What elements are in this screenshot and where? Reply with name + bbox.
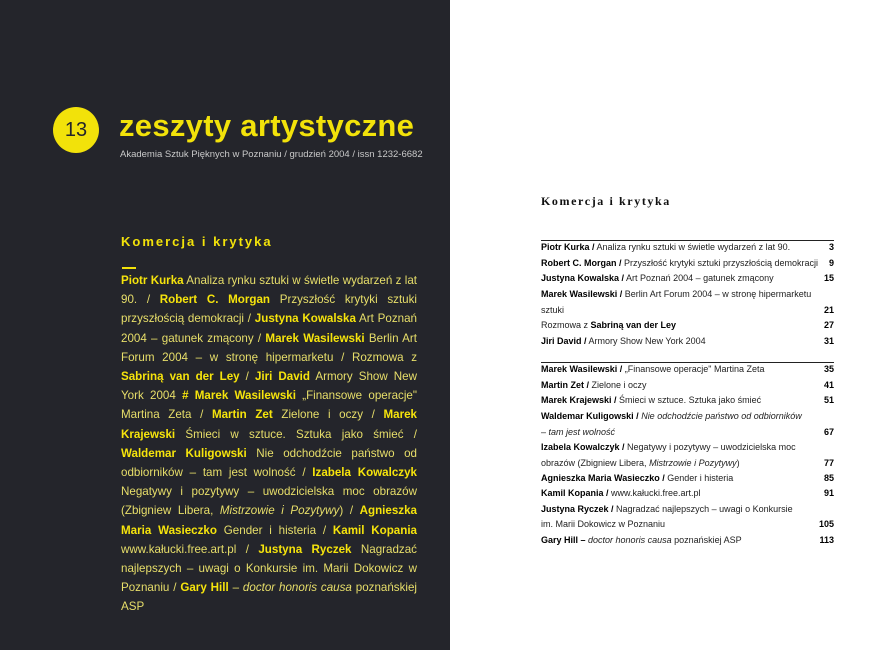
toc-entry-title: Nagradzać najlepszych – uwagi o Konkursie [613,504,793,514]
toc-entry-title: Berlin Art Forum 2004 – w stronę hipermarketu [622,289,812,299]
toc-entry [541,305,834,320]
cover-entry-author: Robert C. Morgan [159,293,270,307]
cover-entry-after: poznańskiej ASP [121,581,417,614]
toc-entry [541,273,834,288]
toc-entry [541,519,834,534]
toc-entry [541,320,834,335]
cover-entry-title: Nie odchodźcie państwo od odbiorników – tam jest wolność [121,446,417,480]
toc-entry-author: Marek Krajewski / [541,395,617,405]
cover-entry-author: Izabela Kowalczyk [312,466,417,480]
toc-entry-author: Sabriną van der Ley [590,320,677,330]
cover-entry-title: „Finansowe operacje" Martina Zeta [121,389,417,422]
toc-heading: Komercja i krytyka [541,194,671,208]
toc-entry [541,458,834,473]
cover-entry-title: Przyszłość krytyki sztuki przyszłością demokracji [121,293,418,326]
cover-section-title: Komercja i krytyka [121,234,273,249]
cover-entry-author: Justyna Ryczek [258,542,352,556]
toc-entry-author: Justyna Ryczek / [541,504,614,514]
cover-entry-author: Agnieszka Maria Wasieczko [121,504,417,537]
cover-entry-author: Sabriną van der Ley [121,370,240,384]
toc-entry [541,380,834,395]
issue-number-badge: 13 [53,107,99,153]
cover-entry-italic: doctor honoris causa [242,581,352,595]
toc-entry [541,336,834,351]
toc-middle-rule [541,362,834,363]
toc-entry [541,258,834,273]
toc-page-number: 85 [823,473,834,483]
toc-entry-author: Gary Hill – [541,535,586,545]
journal-subtitle: Akademia Sztuk Pięknych w Poznaniu / grudzień 2004 / issn 1232-6682 [120,149,423,160]
cover-entry-title: www.kałucki.free.art.pl [121,542,237,556]
toc-entry-author: Kamil Kopania / [541,488,609,498]
toc-entry-title: Przyszłość krytyki sztuki przyszłością demokracji [621,258,819,268]
cover-divider [122,267,136,269]
toc-page-number: 105 [818,519,834,529]
toc-entry-title: Art Poznań 2004 – gatunek zmącony [624,273,774,283]
toc-entry [541,289,834,304]
toc-page-number: 51 [823,395,834,405]
toc-entry [541,535,834,550]
cover-entry-separator: / [236,542,259,556]
toc-entry-title: Zielone i oczy [589,380,647,390]
toc-entry-author: Jiri David / [541,336,587,346]
toc-entry-author: Marek Wasilewski / [541,289,623,299]
toc-page-number: 67 [823,427,834,437]
cover-entry-separator: / [239,370,255,384]
toc-page-number: 21 [823,305,834,315]
cover-entry-after: ) [339,504,344,518]
toc-entry-after: poznańskiej ASP [671,535,742,545]
toc-entry-title: Armory Show New York 2004 [586,336,706,346]
cover-entry-separator: / [253,331,266,345]
toc-page-number: 77 [823,458,834,468]
toc-entry [541,427,834,442]
cover-entry-title: Nagradzać najlepszych – uwagi o Konkursie im. Marii Dokowicz w Poznaniu [121,542,417,595]
toc-entry-author: Agnieszka Maria Wasieczko / [541,473,665,483]
toc-entry-after: ) [736,458,740,468]
cover-entry-separator: / [343,504,360,518]
cover-entry-separator: / [243,312,255,326]
journal-title: zeszyty artystyczne [119,108,415,143]
cover-entry-author: Marek Krajewski [121,408,417,441]
cover-entry-separator: / [191,408,212,422]
toc-page-number: 91 [823,488,834,498]
toc-entry-title: im. Marii Dokowicz w Poznaniu [541,519,666,529]
toc-entry-italic: Nie odchodźcie państwo od odbiorników [638,411,802,421]
toc-entry [541,473,834,488]
cover-entry-separator: / [295,466,313,480]
toc-page-number: 35 [823,364,834,374]
toc-page-number: 3 [828,242,834,252]
toc-entry [541,411,834,426]
cover-entry-title: Śmieci w sztuce. Sztuka jako śmieć [185,427,404,441]
toc-entry-author: Martin Zet / [541,380,590,390]
toc-entry [541,395,834,410]
cover-entry-author: Piotr Kurka [121,274,184,287]
cover-entry-title: Berlin Art Forum 2004 – w stronę hipermarketu / Rozmowa z [121,331,417,364]
cover-entry-title: Art Poznań 2004 – gatunek zmącony [121,312,417,345]
cover-entry-author: Gary Hill [180,581,229,595]
toc-page-number: 31 [823,336,834,346]
toc-entry-title: obrazów (Zbigniew Libera, [541,458,650,468]
toc-entry-italic: Mistrzowie i Pozytywy [649,458,737,468]
toc-entry [541,364,834,379]
toc-entry [541,504,834,519]
cover-entry-title: Negatywy i pozytywy – uwodzicielska moc obrazów (Zbigniew Libera, [121,485,417,518]
toc-entry [541,488,834,503]
toc-entry-title: sztuki [541,305,565,315]
toc-entry [541,442,834,457]
cover-entry-author: Kamil Kopania [332,523,418,537]
cover-entry-title: Gender i histeria [223,523,317,537]
cover-entry-title: Zielone i oczy [281,408,364,422]
cover-entry-separator: / [316,523,333,537]
toc-entry-title: Śmieci w sztuce. Sztuka jako śmieć [616,395,762,405]
toc-page-number: 9 [828,258,834,268]
cover-entry-author: Martin Zet [211,408,273,422]
toc-entry-author: Robert C. Morgan / [541,258,622,268]
cover-entry-author: Justyna Kowalska [254,312,356,326]
toc-entry-title: Gender i histeria [664,473,734,483]
cover-entry-title: – [232,581,240,595]
toc-entry-title: Rozmowa z [541,320,591,330]
toc-entry-italic: – tam jest wolność [541,427,616,437]
cover-entry-separator: / [363,408,384,422]
cover-entry-title: Analiza rynku sztuki w świetle wydarzeń z lat 90. [121,274,417,307]
toc-entry [541,242,834,257]
cover-entry-separator: / [169,581,181,595]
toc-top-rule [541,240,834,241]
cover-entry-author: Jiri David [254,370,310,384]
cover-entry-separator: / [137,293,160,307]
toc-page-number: 27 [823,320,834,330]
toc-entry-author: Piotr Kurka / [541,242,595,252]
toc-entry-italic: doctor honoris causa [585,535,672,545]
toc-entry-title: Analiza rynku sztuki w świetle wydarzeń z lat 90. [594,242,791,252]
cover-contents-paragraph [121,271,417,617]
cover-entry-title: Armory Show New York 2004 [121,370,417,403]
toc-entry-author: Justyna Kowalska / [541,273,625,283]
cover-entry-author: Waldemar Kuligowski [121,446,247,460]
toc-entry-title: „Finansowe operacje" Martina Zeta [622,364,765,374]
toc-entry-title: www.kałucki.free.art.pl [608,488,701,498]
cover-entry-italic: Mistrzowie i Pozytywy [219,504,340,518]
toc-entry-author: Izabela Kowalczyk / [541,442,625,452]
toc-page-number: 113 [819,535,834,545]
toc-page-number: 15 [823,273,834,283]
toc-entry-title: Negatywy i pozytywy – uwodzicielska moc [624,442,796,452]
toc-entry-author: Marek Wasilewski / [541,364,623,374]
cover-entry-author: Marek Wasilewski [265,331,365,345]
toc-page-number: 41 [823,380,834,390]
toc-entry-author: Waldemar Kuligowski / [541,411,639,421]
cover-entry-separator: / [403,427,417,441]
cover-entry-author: # Marek Wasilewski [182,389,296,403]
